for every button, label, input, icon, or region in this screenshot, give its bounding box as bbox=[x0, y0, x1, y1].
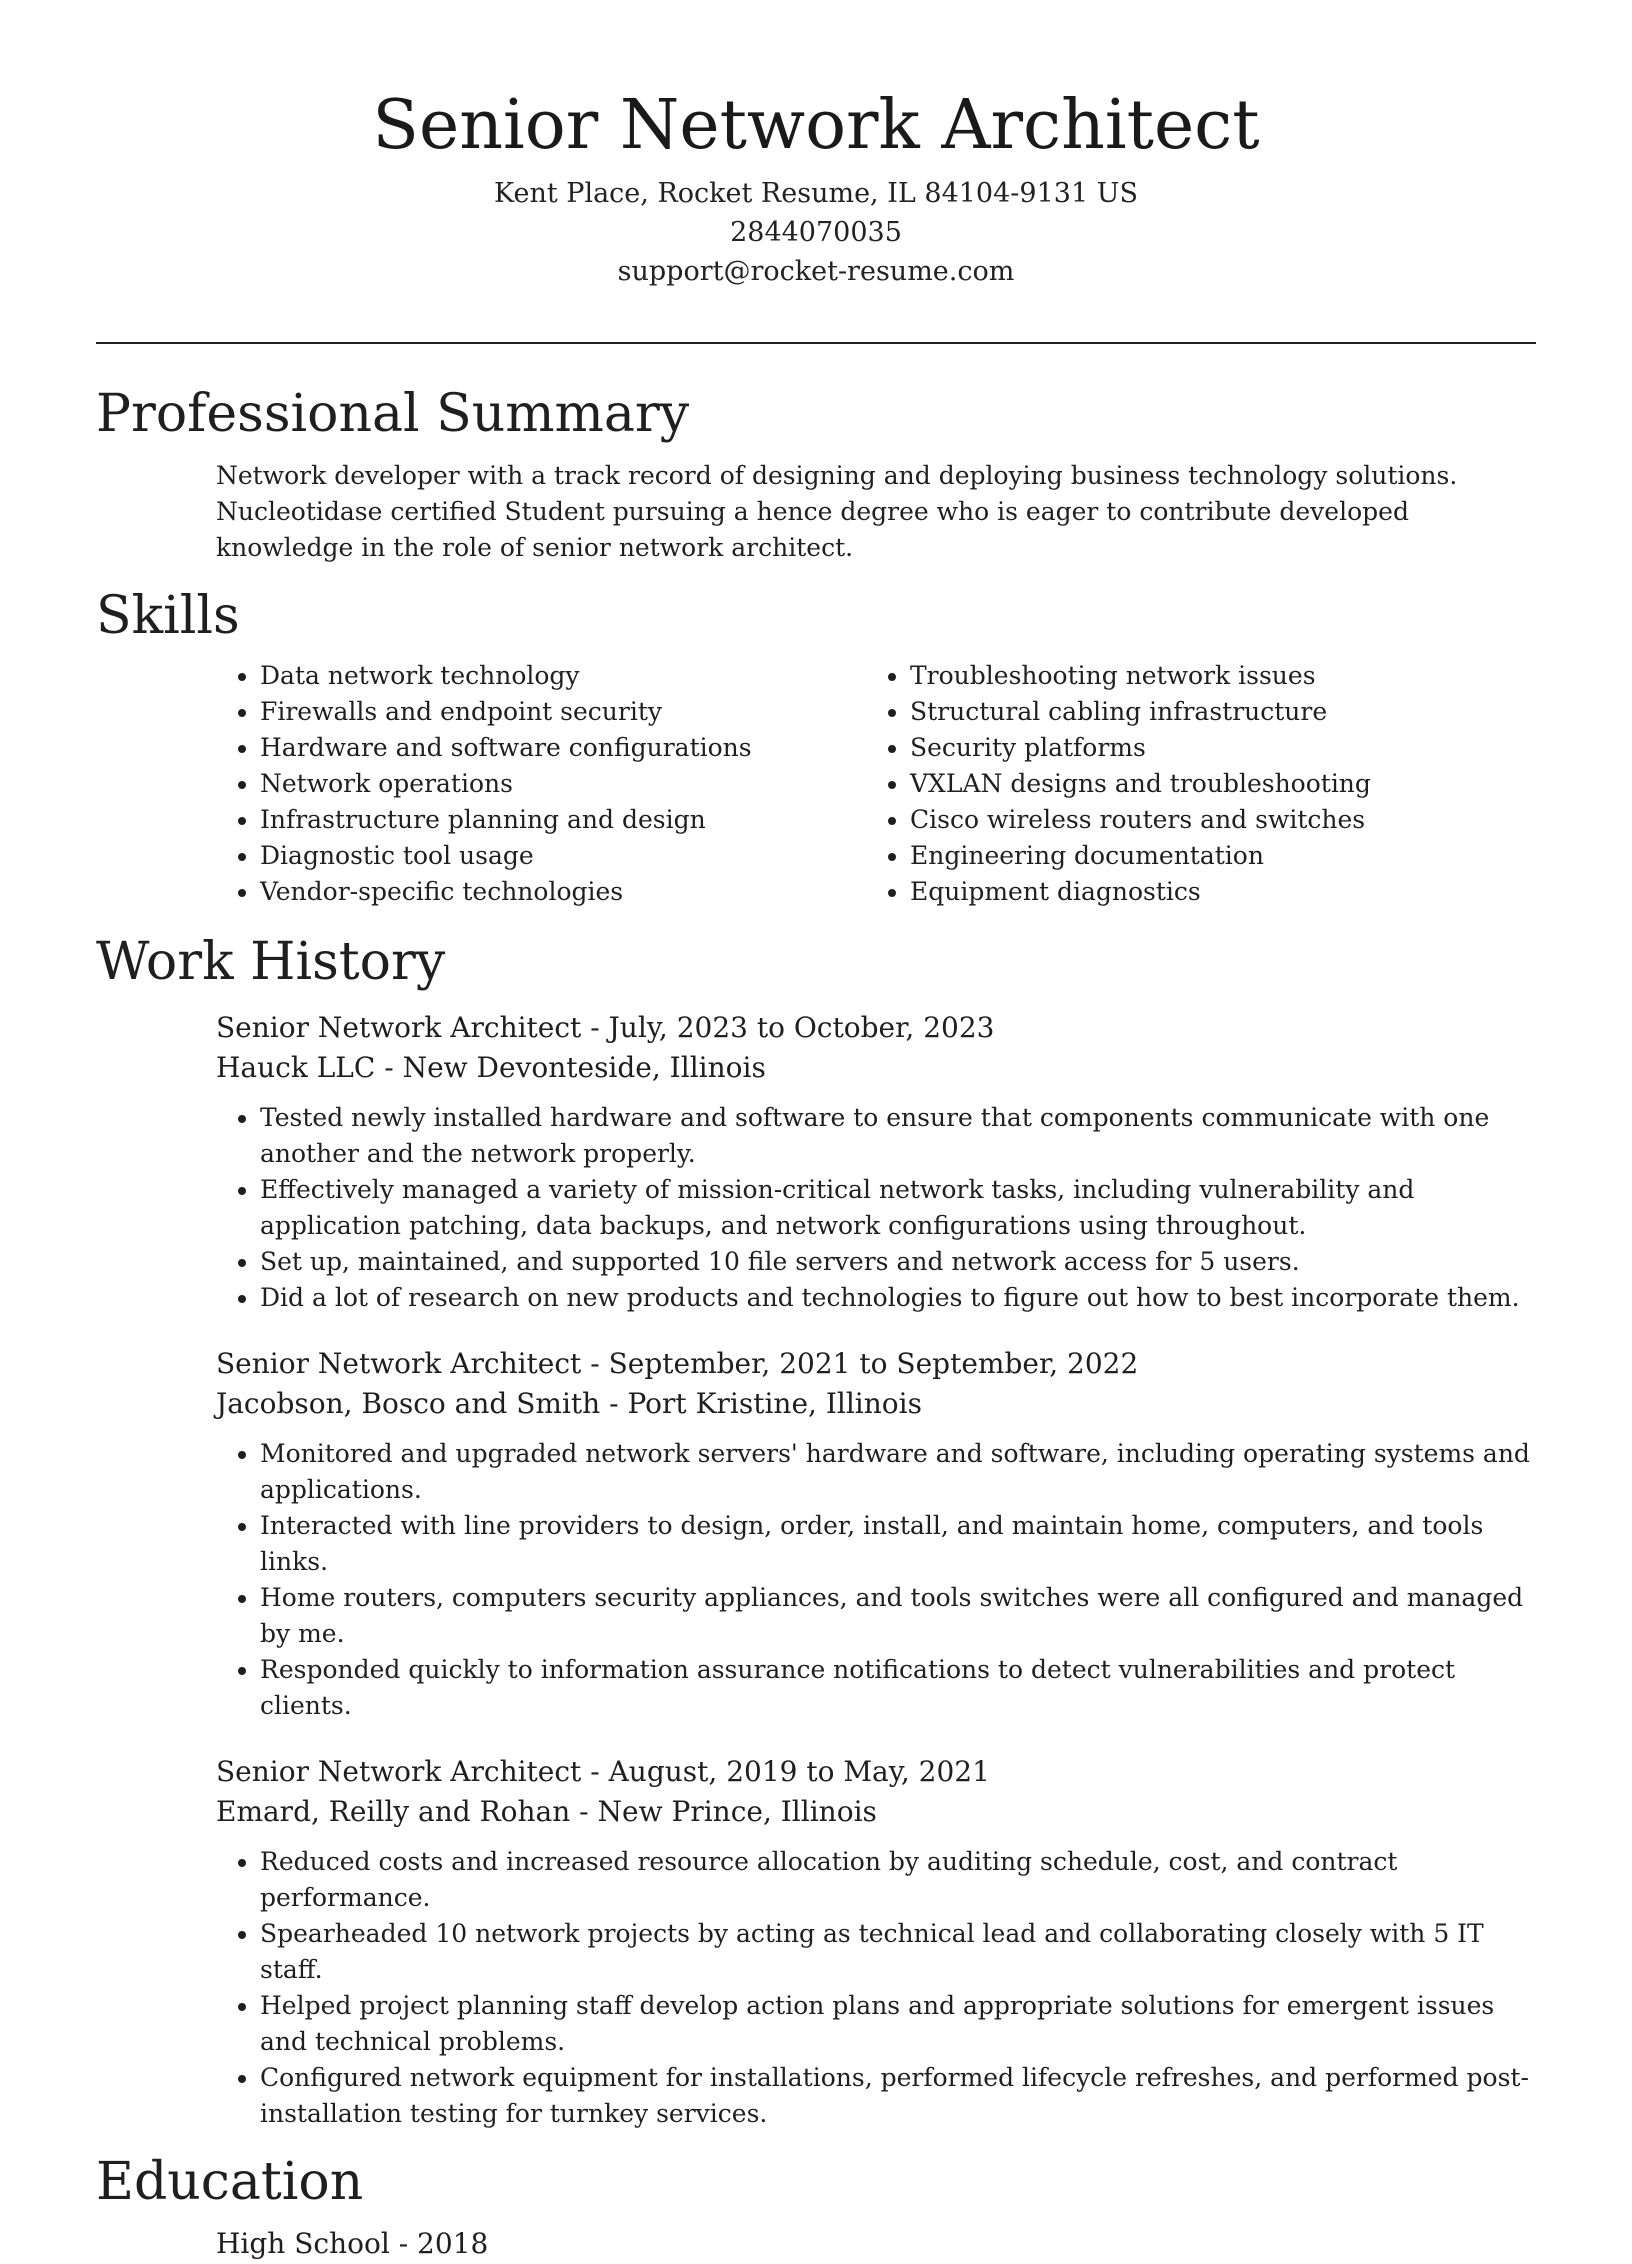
job-dates: - July, 2023 to October, 2023 bbox=[581, 1011, 995, 1044]
skill-item: • Diagnostic tool usage bbox=[260, 838, 866, 874]
job-bullet: • Configured network equipment for installations, performed lifecycle refreshes, and performed post-installation testing for turnkey services. bbox=[260, 2060, 1536, 2132]
job-title: Senior Network Architect bbox=[216, 1011, 582, 1044]
job-bullet: • Spearheaded 10 network projects by acting as technical lead and collaborating closely with 5 IT staff. bbox=[260, 1916, 1536, 1988]
skills-columns bbox=[216, 658, 1536, 910]
resume-body bbox=[96, 372, 1536, 2264]
job-company: Emard, Reilly and Rohan bbox=[216, 1795, 571, 1828]
summary-heading: Professional Summary bbox=[96, 384, 690, 444]
skill-item: • Network operations bbox=[260, 766, 866, 802]
work-list bbox=[96, 1004, 1536, 2132]
job-entry bbox=[216, 1344, 1536, 1724]
skills-heading: Skills bbox=[96, 586, 240, 646]
header-divider bbox=[96, 342, 1536, 344]
skill-item: • Firewalls and endpoint security bbox=[260, 694, 866, 730]
skill-item: • Cisco wireless routers and switches bbox=[910, 802, 1516, 838]
work-section bbox=[96, 920, 1536, 2132]
job-company: Jacobson, Bosco and Smith bbox=[216, 1387, 601, 1420]
resume-title: Senior Network Architect bbox=[372, 86, 1260, 165]
job-company-line bbox=[216, 1792, 1536, 1832]
education-entry: High School - 2018 bbox=[216, 2227, 489, 2260]
job-title-line bbox=[216, 1344, 1536, 1384]
job-bullet: • Helped project planning staff develop action plans and appropriate solutions for emergent issues and technical problems. bbox=[260, 1988, 1536, 2060]
job-bullet: • Effectively managed a variety of mission-critical network tasks, including vulnerability and application patching, data backups, and network configurations using throughout. bbox=[260, 1172, 1536, 1244]
skill-item: • Infrastructure planning and design bbox=[260, 802, 866, 838]
education-section bbox=[96, 2140, 1536, 2264]
summary-text: Network developer with a track record of designing and deploying business technology solutions. Nucleotidase certified Student pursuing a hence degree who is eager to contribute developed knowledge in the role of senior network architect. bbox=[216, 461, 1458, 562]
skill-item: • Troubleshooting network issues bbox=[910, 658, 1516, 694]
job-title: Senior Network Architect bbox=[216, 1755, 582, 1788]
job-entry bbox=[216, 1008, 1536, 1316]
contact-phone: 2844070035 bbox=[730, 217, 902, 248]
skills-section bbox=[96, 574, 1536, 910]
job-bullet: • Responded quickly to information assurance notifications to detect vulnerabilities and protect clients. bbox=[260, 1652, 1536, 1724]
job-bullet: • Did a lot of research on new products and technologies to figure out how to best incorporate them. bbox=[260, 1280, 1536, 1316]
summary-section bbox=[96, 372, 1536, 566]
job-title-line bbox=[216, 1752, 1536, 1792]
job-bullet: • Home routers, computers security appliances, and tools switches were all configured and managed by me. bbox=[260, 1580, 1536, 1652]
job-title: Senior Network Architect bbox=[216, 1347, 582, 1380]
job-bullets bbox=[216, 1844, 1536, 2132]
job-company: Hauck LLC bbox=[216, 1051, 376, 1084]
job-location: - New Devonteside, Illinois bbox=[375, 1051, 766, 1084]
job-bullet: • Monitored and upgraded network servers' hardware and software, including operating systems and applications. bbox=[260, 1436, 1536, 1508]
job-title-line bbox=[216, 1008, 1536, 1048]
education-heading: Education bbox=[96, 2152, 364, 2212]
job-company-line bbox=[216, 1384, 1536, 1424]
resume-header bbox=[0, 78, 1632, 291]
job-bullets bbox=[216, 1100, 1536, 1316]
job-bullets bbox=[216, 1436, 1536, 1724]
contact-email[interactable]: support@rocket-resume.com bbox=[617, 256, 1015, 287]
skill-item: • Security platforms bbox=[910, 730, 1516, 766]
skill-item: • Engineering documentation bbox=[910, 838, 1516, 874]
job-entry bbox=[216, 1752, 1536, 2132]
contact-address: Kent Place, Rocket Resume, IL 84104-9131 US bbox=[494, 178, 1138, 209]
skill-item: • Vendor-specific technologies bbox=[260, 874, 866, 910]
skill-item: • VXLAN designs and troubleshooting bbox=[910, 766, 1516, 802]
job-dates: - August, 2019 to May, 2021 bbox=[581, 1755, 990, 1788]
skill-item: • Structural cabling infrastructure bbox=[910, 694, 1516, 730]
work-heading: Work History bbox=[96, 932, 446, 992]
job-bullet: • Reduced costs and increased resource allocation by auditing schedule, cost, and contract performance. bbox=[260, 1844, 1536, 1916]
skills-list-left bbox=[216, 658, 866, 910]
skill-item: • Hardware and software configurations bbox=[260, 730, 866, 766]
skill-item: • Data network technology bbox=[260, 658, 866, 694]
skill-item: • Equipment diagnostics bbox=[910, 874, 1516, 910]
job-bullet: • Tested newly installed hardware and software to ensure that components communicate with one another and the network properly. bbox=[260, 1100, 1536, 1172]
job-location: - New Prince, Illinois bbox=[570, 1795, 877, 1828]
job-bullet: • Interacted with line providers to design, order, install, and maintain home, computers, and tools links. bbox=[260, 1508, 1536, 1580]
job-bullet: • Set up, maintained, and supported 10 file servers and network access for 5 users. bbox=[260, 1244, 1536, 1280]
skills-list-right bbox=[866, 658, 1516, 910]
job-company-line bbox=[216, 1048, 1536, 1088]
job-dates: - September, 2021 to September, 2022 bbox=[581, 1347, 1139, 1380]
job-location: - Port Kristine, Illinois bbox=[600, 1387, 922, 1420]
